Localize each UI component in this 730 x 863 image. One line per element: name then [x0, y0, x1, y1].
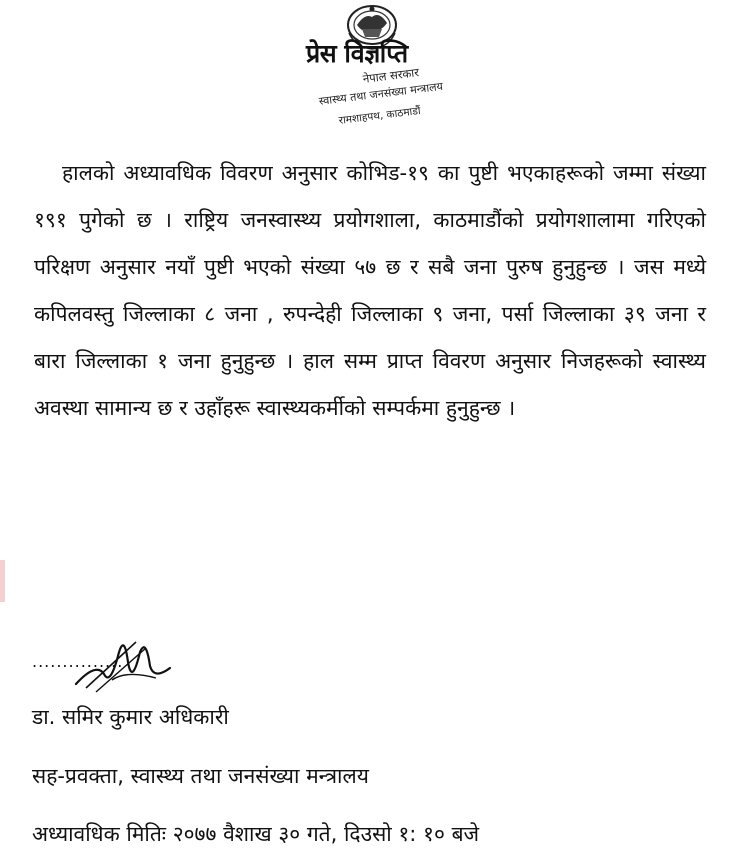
scan-edge-mark: [0, 560, 5, 602]
seal-text-government: नेपाल सरकार: [362, 65, 420, 86]
signature-dotted-line: ...............: [32, 652, 124, 671]
press-release-title: प्रेस विज्ञप्ति: [306, 39, 408, 68]
release-body-paragraph: हालको अध्यावधिक विवरण अनुसार कोभिड-१९ का पुष्टी भएकाहरूको जम्मा संख्या १९१ पुगेको छ । राष्ट्रिय जनस्वास्थ्य प्रयोगशाला, काठमाडौंको प्रयोगशालामा गरिएको परिक्षण अनुसार नयाँ पुष्टी भएको संख्या ५७ छ र सबै जना पुरुष हुनुहुन्छ । जस मध्ये कपिलवस्तु जिल्लाका ८ जना , रुपन्देही जिल्लाका ९ जना, पर्सा जिल्लाका ३९ जना र बारा जिल्लाका १ जना हुनुहुन्छ । हाल सम्म प्राप्त विवरण अनुसार निजहरूको स्वास्थ्य अवस्था सामान्य छ र उहाँहरू स्वास्थ्यकर्मीको सम्पर्कमा हुनुहुन्छ ।: [34, 161, 706, 420]
signatory-title: सह-प्रवक्ता, स्वास्थ्य तथा जनसंख्या मन्त्रालय: [32, 764, 369, 788]
seal-text-address: रामशाहपथ, काठमाडौं: [338, 104, 422, 127]
signatory-name: डा. समिर कुमार अधिकारी: [32, 705, 229, 729]
updated-date-line: अध्यावधिक मितिः २०७७ वैशाख ३० गते, दिउसो १: १० बजे: [32, 822, 480, 846]
seal-text-ministry: स्वास्थ्य तथा जनसंख्या मन्त्रालय: [318, 79, 444, 108]
